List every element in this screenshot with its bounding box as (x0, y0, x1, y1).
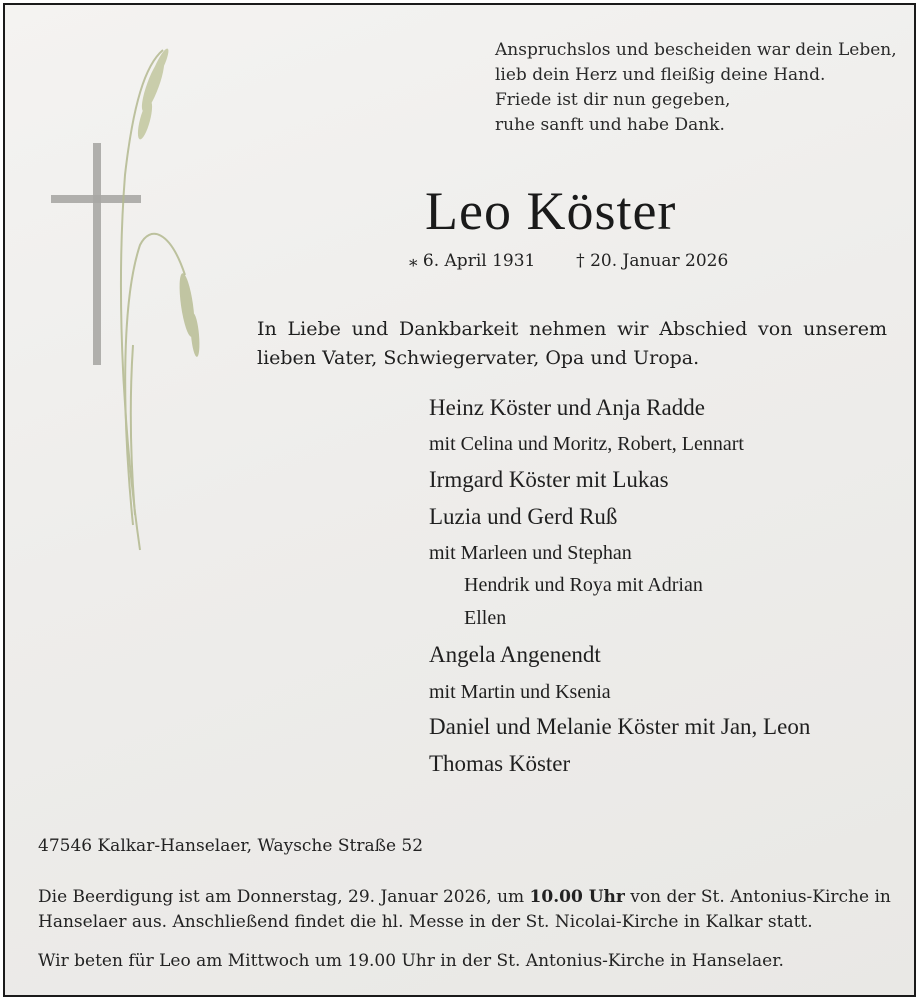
funeral-text-end: von der St. Antonius-Kirche in Hanselaer aus. Anschließend findet die hl. Messe in der St. Nicolai-Kirche in Kalkar statt. (38, 887, 891, 932)
family-entry: mit Martin und Ksenia (429, 681, 611, 703)
address: 47546 Kalkar-Hanselaer, Waysche Straße 52 (38, 836, 424, 856)
prayer-info: Wir beten für Leo am Mittwoch um 19.00 Uhr in der St. Antonius-Kirche in Hanselaer. (38, 951, 784, 971)
verse (495, 38, 897, 138)
family-entry: mit Celina und Moritz, Robert, Lennart (429, 433, 744, 455)
family-entry: Hendrik und Roya mit Adrian (464, 574, 703, 596)
birth-star-icon: ⁎ (409, 251, 418, 271)
family-entry: Heinz Köster und Anja Radde (429, 395, 705, 420)
family-entry: Luzia und Gerd Ruß (429, 504, 618, 529)
family-entry: Thomas Köster (429, 751, 571, 776)
verse-line: Friede ist dir nun gegeben, (495, 90, 731, 110)
wheat-ear-head-side (177, 272, 201, 357)
family-entry: mit Marleen und Stephan (429, 542, 632, 564)
deceased-name: Leo Köster (425, 181, 677, 241)
farewell-text: In Liebe und Dankbarkeit nehmen wir Abschied von unserem lieben Vater, Schwiegervater, Opa und Uropa. (257, 318, 887, 369)
birth-date: 6. April 1931 (422, 251, 536, 271)
family-entry: Ellen (464, 607, 507, 629)
family-entry: Irmgard Köster mit Lukas (429, 467, 669, 492)
life-dates (409, 251, 728, 271)
obituary-card (3, 3, 916, 997)
family-entry: Angela Angenendt (429, 642, 601, 667)
verse-line: Anspruchslos und bescheiden war dein Leben, (495, 40, 897, 60)
verse-line: ruhe sanft und habe Dank. (495, 115, 725, 135)
cross-icon (51, 143, 141, 365)
cross-and-wheat-decoration (45, 45, 225, 565)
verse-line: lieb dein Herz und fleißig deine Hand. (495, 65, 826, 85)
funeral-time: 10.00 Uhr (529, 887, 625, 907)
wheat-ear-icon (121, 50, 185, 550)
death-date: 20. Januar 2026 (590, 251, 729, 271)
funeral-text-start: Die Beerdigung ist am Donnerstag, 29. Januar 2026, um (38, 887, 530, 907)
death-dagger-icon: † (576, 251, 585, 271)
family-entry: Daniel und Melanie Köster mit Jan, Leon (429, 714, 811, 739)
funeral-info (38, 885, 898, 935)
